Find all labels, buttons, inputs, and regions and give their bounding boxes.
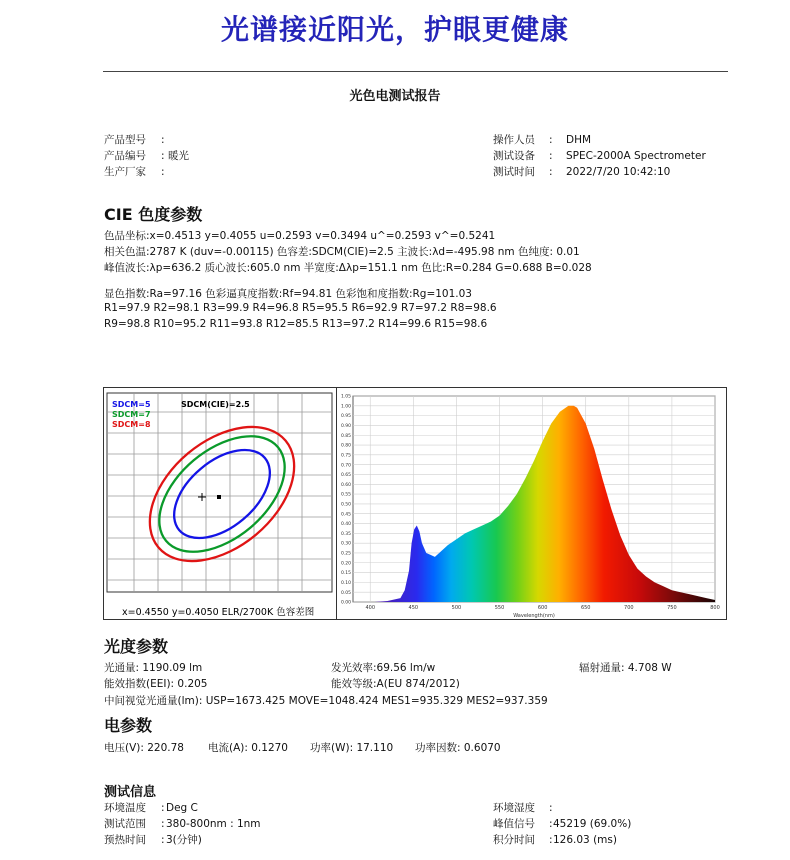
y-tick-label: 0.15 [340,571,351,577]
info-value: DHM [566,134,592,146]
x-tick-label: 650 [580,605,591,611]
cri-r9-r15-line: R9=98.8 R10=95.2 R11=93.8 R12=85.5 R13=97.2 R14=99.6 R15=98.6 [104,318,488,330]
voltage: 电压(V): 220.78 [104,742,184,754]
info-label: 测试范围 [104,818,146,830]
info-label: 环境湿度 [493,802,535,814]
y-tick-label: 0.85 [340,433,351,439]
y-tick-label: 0.80 [340,443,351,449]
cie-heading: CIE 色度参数 [104,205,203,224]
energy-efficiency-index: 能效指数(EEI): 0.205 [104,678,208,690]
info-row [104,164,165,180]
info-label: 预热时间 [104,834,146,846]
sdcm-caption: x=0.4550 y=0.4050 ELR/2700K 色容差图 [122,607,315,618]
cie-wavelength-line: 峰值波长:λp=636.2 质心波长:605.0 nm 半宽度:Δλp=151.1 nm 色比:R=0.284 G=0.688 B=0.028 [104,262,592,274]
info-sep: : [549,134,553,146]
promo-banner-title: 光谱接近阳光，护眼更健康 [220,13,569,46]
luminous-efficacy: 发光效率:69.56 lm/w [331,662,436,674]
info-sep: : [161,818,165,830]
spectrum-chart [337,388,726,619]
info-row [104,800,198,816]
y-tick-label: 0.50 [340,502,351,508]
sdcm-panel [104,388,334,619]
info-value: Deg C [166,802,198,814]
info-label: 峰值信号 [493,818,535,830]
info-label: 操作人员 [493,134,535,146]
info-sep: : [161,802,165,814]
y-tick-label: 0.60 [340,482,351,488]
info-sep: : [161,150,165,162]
info-sep: : [161,166,165,178]
x-tick-label: 400 [365,605,376,611]
y-tick-label: 0.20 [340,561,351,567]
y-tick-labels [341,394,351,606]
x-axis-label: Wavelength(nm) [513,613,555,619]
info-row [493,132,592,148]
measured-point-marker [217,495,221,499]
y-tick-label: 0.25 [340,551,351,557]
info-label: 环境温度 [104,802,146,814]
x-tick-label: 550 [494,605,505,611]
y-tick-label: 0.40 [340,522,351,528]
info-label: 产品编号 [104,150,146,162]
info-row [104,832,202,848]
info-row [104,148,189,164]
legend-sdcm-5: SDCM=5 [112,400,151,409]
y-tick-label: 0.90 [340,424,351,430]
info-row [493,164,671,180]
info-row [493,832,617,848]
cie-coordinates-line: 色品坐标:x=0.4513 y=0.4055 u=0.2593 v=0.3494 u^=0.2593 v^=0.5241 [104,230,496,242]
cri-r1-r8-line: R1=97.9 R2=98.1 R3=99.9 R4=96.8 R5=95.5 R6=92.9 R7=97.2 R8=98.6 [104,302,497,314]
info-value: 2022/7/20 10:42:10 [566,166,671,178]
current: 电流(A): 0.1270 [208,742,288,754]
y-tick-label: 0.70 [340,463,351,469]
y-tick-label: 0.10 [340,580,351,586]
y-tick-label: 0.55 [340,492,351,498]
info-sep: : [549,834,553,846]
info-sep: : [549,802,553,814]
info-value: SPEC-2000A Spectrometer [566,150,706,162]
info-label: 生产厂家 [104,166,146,178]
y-tick-label: 0.00 [340,600,351,606]
power-factor: 功率因数: 0.6070 [415,742,501,754]
y-tick-label: 1.00 [340,404,351,410]
y-tick-label: 0.75 [340,453,351,459]
power: 功率(W): 17.110 [310,742,394,754]
info-value: 暖光 [168,150,189,162]
test-info-heading: 测试信息 [104,785,157,800]
cri-summary-line: 显色指数:Ra=97.16 色彩逼真度指数:Rf=94.81 色彩饱和度指数:Rg=101.03 [104,288,472,300]
y-tick-label: 0.65 [340,473,351,479]
info-label: 测试设备 [493,150,535,162]
info-sep: : [549,150,553,162]
info-label: 产品型号 [104,134,146,146]
legend-sdcm-8: SDCM=8 [112,420,151,429]
y-tick-label: 1.05 [340,394,351,400]
x-tick-label: 450 [408,605,419,611]
info-row [104,132,165,148]
cie-cct-line: 相关色温:2787 K (duv=-0.00115) 色容差:SDCM(CIE)=2.5 主波长:λd=-495.98 nm 色纯度: 0.01 [104,246,580,258]
info-row [493,148,706,164]
luminous-flux: 光通量: 1190.09 lm [104,662,203,674]
header-divider [103,71,728,72]
info-label: 测试时间 [493,166,535,178]
info-value: 45219 (69.0%) [553,818,632,830]
electrical-heading: 电参数 [104,716,153,735]
radiant-flux: 辐射通量: 4.708 W [579,662,672,674]
x-tick-label: 800 [710,605,720,611]
info-sep: : [549,818,553,830]
report-title: 光色电测试报告 [349,89,441,104]
y-tick-label: 0.05 [340,590,351,596]
info-row [493,816,632,832]
photometric-heading: 光度参数 [104,637,169,656]
info-value: 126.03 (ms) [553,834,617,846]
info-label: 积分时间 [493,834,535,846]
info-row [104,816,261,832]
x-tick-label: 500 [451,605,462,611]
y-tick-label: 0.35 [340,531,351,537]
info-value: 3(分钟) [166,834,202,846]
sdcm-title: SDCM(CIE)=2.5 [181,400,250,409]
x-tick-labels [365,605,719,611]
mesopic-flux-line: 中间视觉光通量(lm): USP=1673.425 MOVE=1048.424 MES1=935.329 MES2=937.359 [104,695,548,707]
info-value: 380-800nm : 1nm [166,818,261,830]
legend-sdcm-7: SDCM=7 [112,410,151,419]
y-tick-label: 0.95 [340,414,351,420]
info-sep: : [161,134,165,146]
y-tick-label: 0.45 [340,512,351,518]
y-tick-label: 0.30 [340,541,351,547]
info-row [493,800,553,816]
energy-class: 能效等级:A(EU 874/2012) [331,678,460,690]
x-tick-label: 600 [537,605,548,611]
x-tick-label: 700 [624,605,634,611]
info-sep: : [161,834,165,846]
x-tick-label: 750 [667,605,677,611]
info-sep: : [549,166,553,178]
